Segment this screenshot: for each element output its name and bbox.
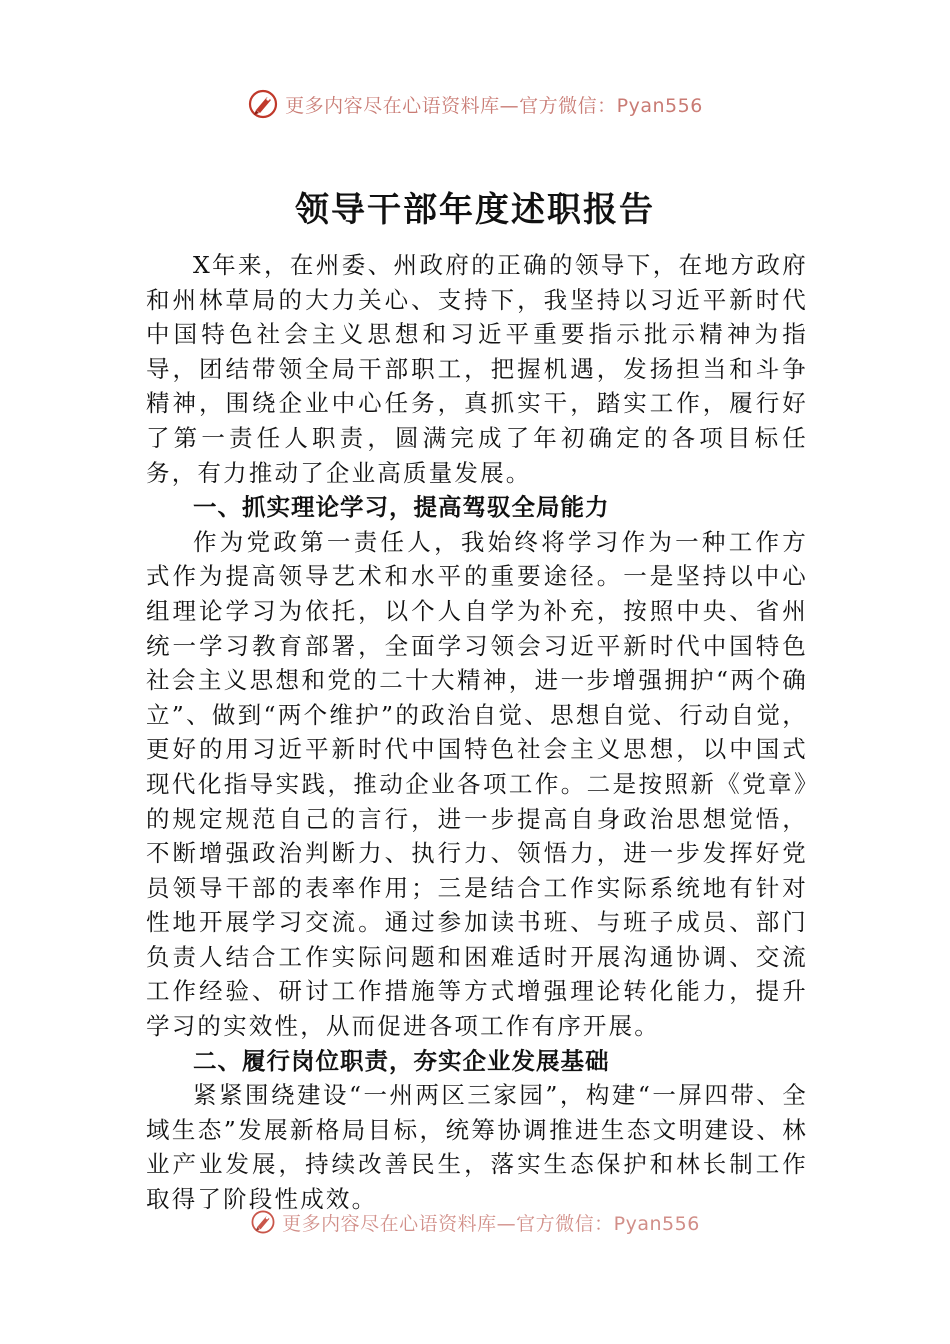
watermark-text: 更多内容尽在心语资料库—官方微信：Pyan556 xyxy=(285,94,703,117)
fountain-pen-logo-icon xyxy=(247,88,279,120)
document-title: 领导干部年度述职报告 xyxy=(295,190,655,230)
footer-watermark xyxy=(0,1206,950,1238)
header-watermark xyxy=(0,84,950,124)
fountain-pen-logo-icon xyxy=(250,1209,276,1235)
section-2-heading: 二、履行岗位职责，夯实企业发展基础 xyxy=(193,1046,610,1075)
section-1-paragraph: 作为党政第一责任人，我始终将学习作为一种工作方式作为提高领导艺术和水平的重要途径。一是坚持以中心组理论学习为依托，以个人自学为补充，按照中央、省州统一学习教育部署，全面学习领会习近平新时代中国特色社会主义思想和党的二十大精神，进一步增强拥护“两个确立”、做到“两个维护”的政治自觉、思想自觉、行动自觉，更好的用习近平新时代中国特色社会主义思想，以中国式现代化指导实践，推动企业各项工作。二是按照新《党章》的规定规范自己的言行，进一步提高自身政治思想觉悟，不断增强政治判断力、执行力、领悟力，进一步发挥好党员领导干部的表率作用；三是结合工作实际系统地有针对性地开展学习交流。通过参加读书班、与班子成员、部门负责人结合工作实际问题和困难适时开展沟通协调、交流工作经验、研讨工作措施等方式增强理论转化能力，提升学习的实效性，从而促进各项工作有序开展。 xyxy=(146,527,808,1041)
section-1-heading: 一、抓实理论学习，提高驾驭全局能力 xyxy=(193,493,610,522)
section-2-paragraph: 紧紧围绕建设“一州两区三家园”，构建“一屏四带、全域生态”发展新格局目标，统筹协调推进生态文明建设、林业产业发展，持续改善民生，落实生态保护和林长制工作取得了阶段性成效。 xyxy=(146,1081,808,1214)
watermark-text: 更多内容尽在心语资料库—官方微信：Pyan556 xyxy=(282,1212,700,1235)
intro-paragraph: X年来，在州委、州政府的正确的领导下，在地方政府和州林草局的大力关心、支持下，我坚持以习近平新时代中国特色社会主义思想和习近平重要指示批示精神为指导，团结带领全局干部职工，把握机遇，发扬担当和斗争精神，围绕企业中心任务，真抓实干，踏实工作，履行好了第一责任人职责，圆满完成了年初确定的各项目标任务，有力推动了企业高质量发展。 xyxy=(146,251,808,487)
document-body xyxy=(146,248,808,1217)
